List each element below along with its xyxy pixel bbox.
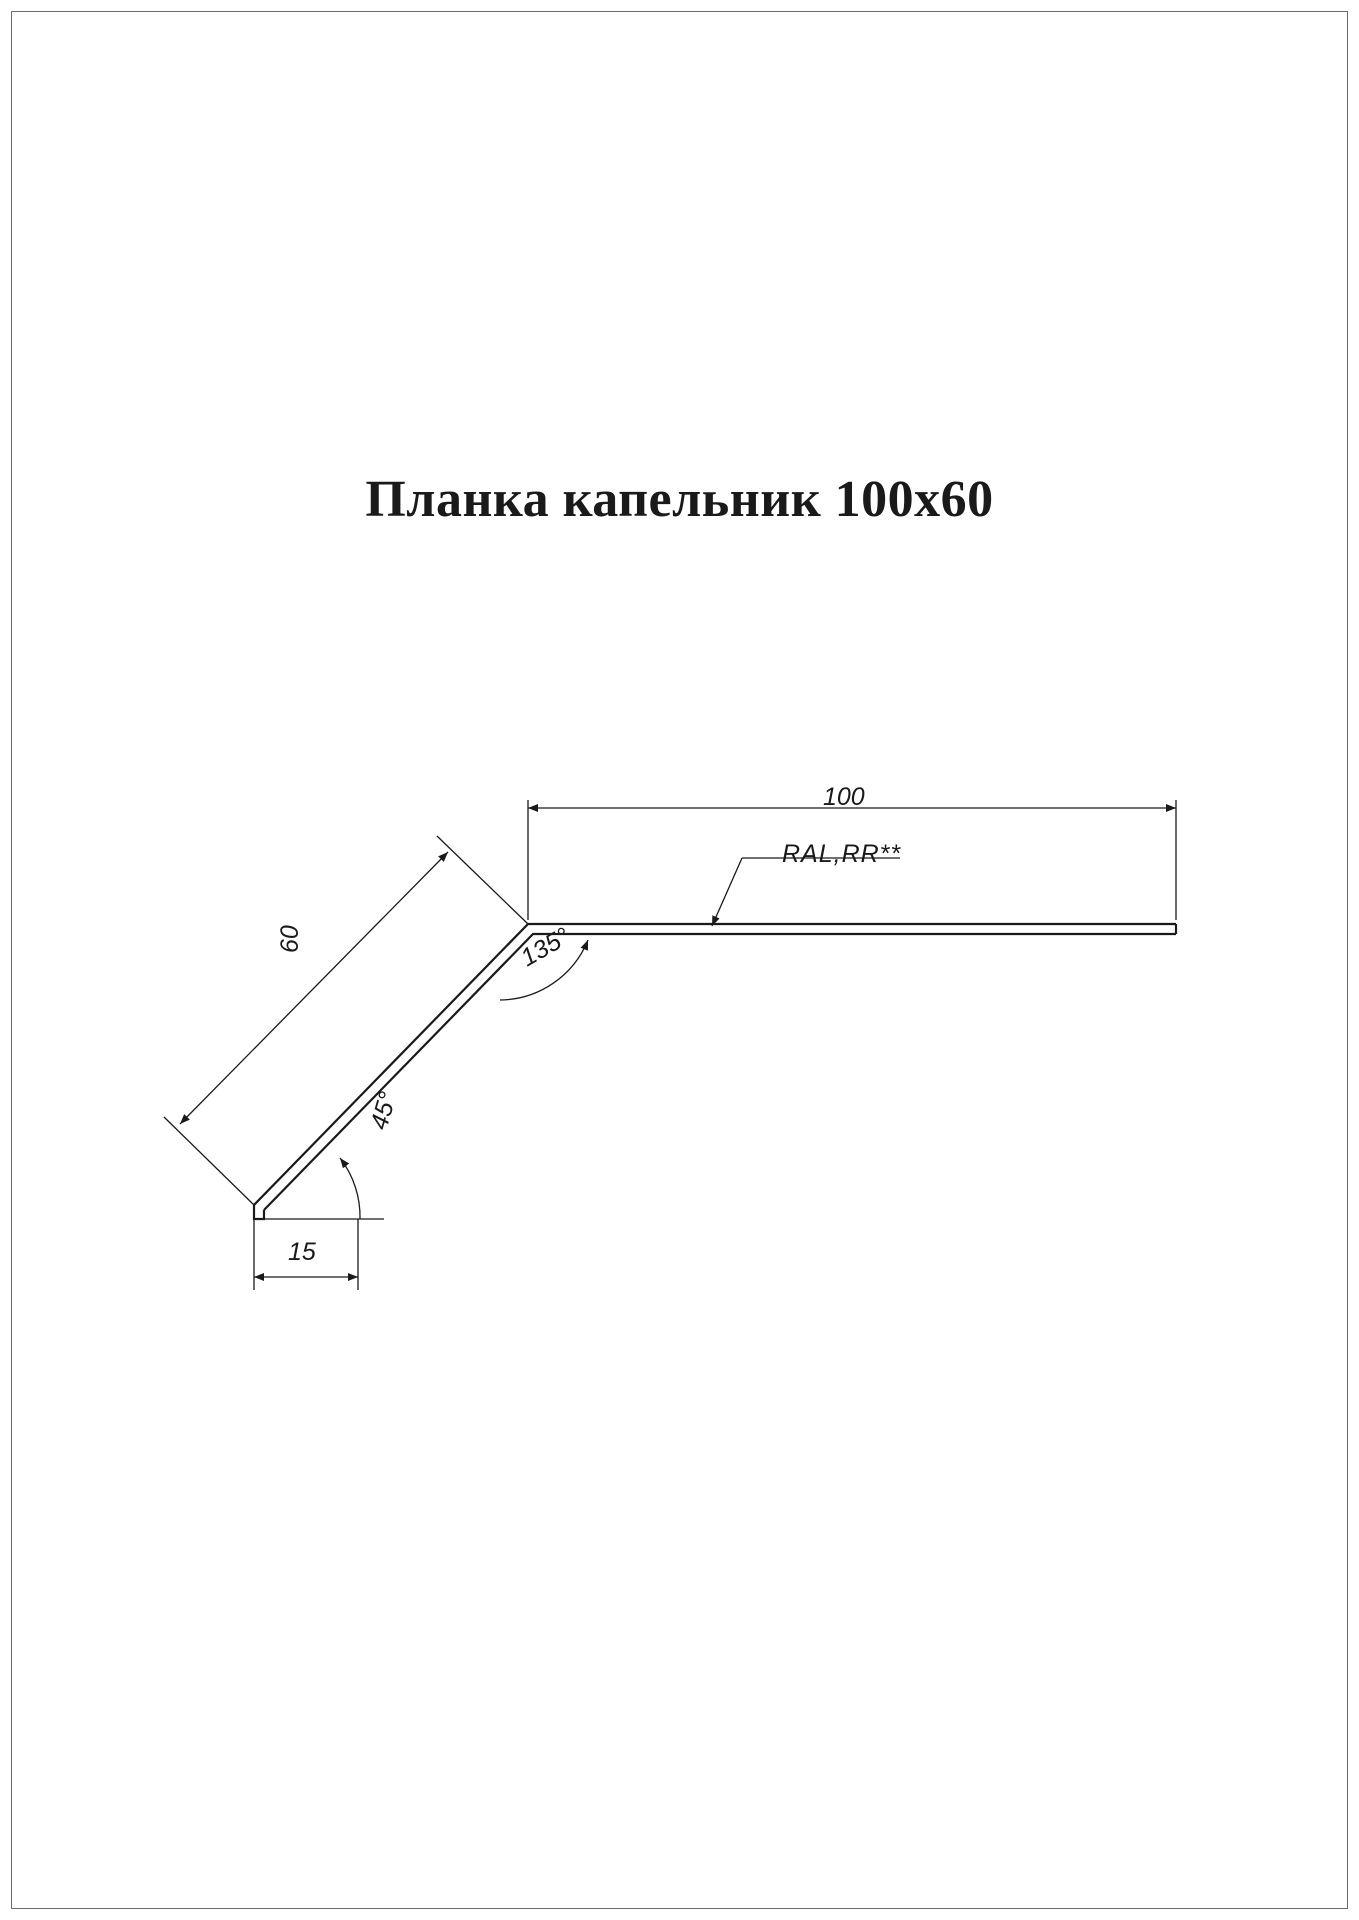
dimension-label-flange: 60 bbox=[276, 925, 304, 953]
dimension-label-drip: 15 bbox=[288, 1238, 316, 1266]
angle-label-inner: 135° bbox=[516, 922, 575, 973]
dimension-label-top-width: 100 bbox=[823, 783, 865, 811]
dimension-60 bbox=[0, 0, 528, 1205]
angle-45 bbox=[264, 1158, 384, 1219]
page-title: Планка капельник 100x60 bbox=[365, 471, 994, 528]
profile-outline bbox=[254, 924, 1176, 1219]
angle-label-lower: 45° bbox=[365, 1088, 403, 1133]
coating-label: RAL,RR** bbox=[782, 840, 902, 868]
